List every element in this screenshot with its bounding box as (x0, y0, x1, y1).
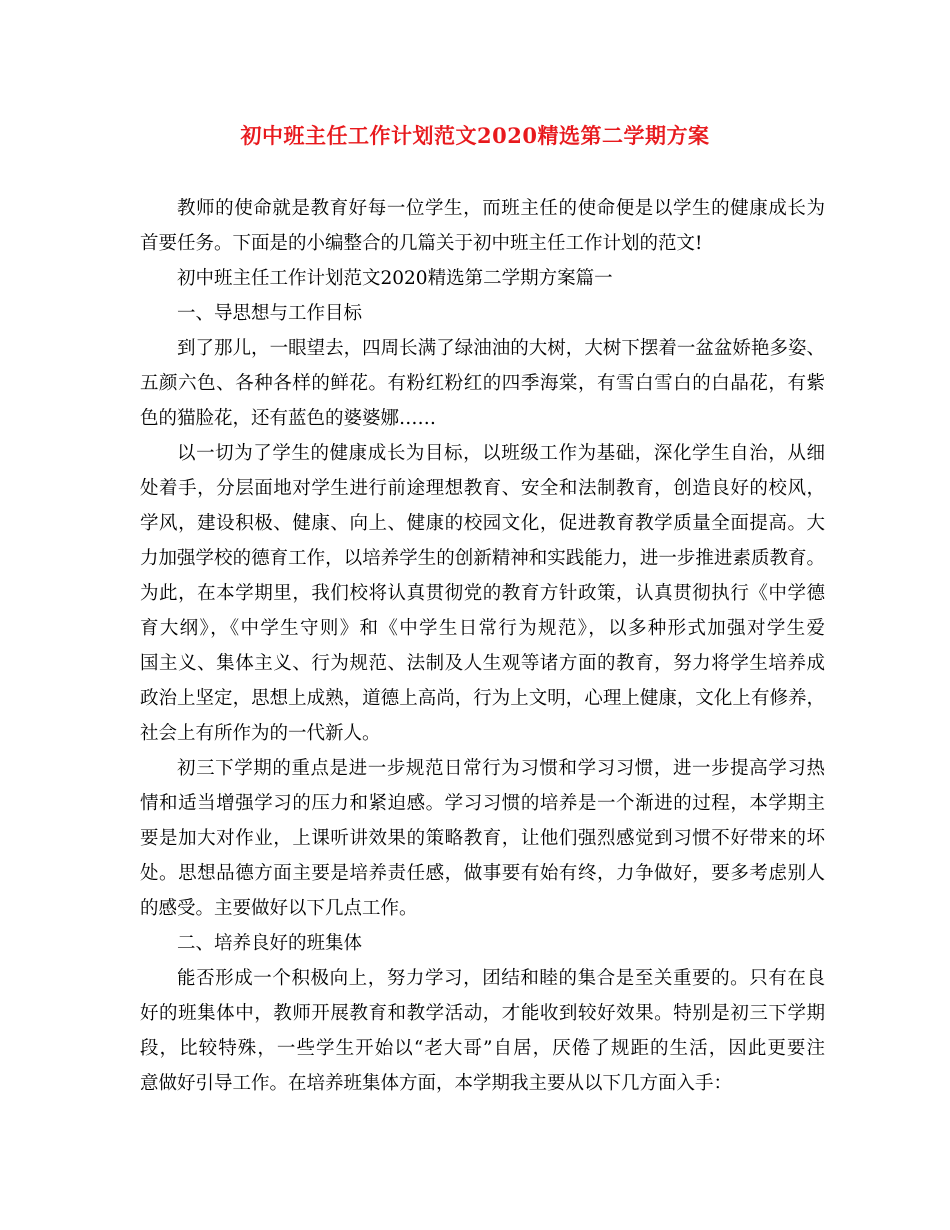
paragraph (140, 961, 825, 1101)
paragraph-line: 能否形成一个积极向上，努力学习，团结和睦的集合是至关重要的。只有在良 (177, 968, 825, 989)
paragraph-line: 国主义、集体主义、行为规范、法制及人生观等诸方面的教育，努力将学生培养成 (140, 653, 825, 674)
paragraph-line: 初三下学期的重点是进一步规范日常行为习惯和学习习惯，进一步提高学习热 (177, 758, 825, 779)
paragraph-line: 情和适当增强学习的压力和紧迫感。学习习惯的培养是一个渐进的过程，本学期主 (140, 793, 825, 814)
paragraph-line: 段，比较特殊，一些学生开始以“老大哥”自居，厌倦了规距的生活，因此更要注 (140, 1038, 825, 1059)
paragraph (140, 751, 825, 926)
document-title: 初中班主任工作计划范文2020精选第二学期方案 (240, 123, 710, 148)
paragraph-line: 处着手，分层面地对学生进行前途理想教育、安全和法制教育，创造良好的校风， (140, 478, 825, 499)
paragraph (140, 296, 825, 331)
paragraph-line: 的感受。主要做好以下几点工作。 (140, 898, 418, 919)
paragraph-line: 色的猫脸花，还有蓝色的婆婆娜…… (140, 408, 437, 429)
paragraph-line: 首要任务。下面是的小编整合的几篇关于初中班主任工作计划的范文! (140, 233, 703, 254)
paragraph (140, 261, 825, 296)
paragraph (140, 331, 825, 436)
paragraph-line: 学风，建设积极、健康、向上、健康的校园文化，促进教育教学质量全面提高。大 (140, 513, 825, 534)
paragraph-line: 以一切为了学生的健康成长为目标，以班级工作为基础，深化学生自治，从细 (177, 443, 825, 464)
paragraph-line: 要是加大对作业，上课听讲效果的策略教育，让他们强烈感觉到习惯不好带来的坏 (140, 828, 825, 849)
paragraph-line: 政治上坚定，思想上成熟，道德上高尚，行为上文明，心理上健康，文化上有修养， (140, 688, 825, 709)
paragraph (140, 926, 825, 961)
paragraph-line: 育大纲》，《中学生守则》和《中学生日常行为规范》，以多种形式加强对学生爱 (140, 618, 825, 639)
paragraph (140, 191, 825, 261)
paragraph-line: 到了那儿，一眼望去，四周长满了绿油油的大树，大树下摆着一盆盆娇艳多姿、 (177, 338, 825, 359)
paragraph-line: 处。思想品德方面主要是培养责任感，做事要有始有终，力争做好，要多考虑别人 (140, 863, 825, 884)
paragraph-line: 社会上有所作为的一代新人。 (140, 723, 381, 744)
paragraph-line: 教师的使命就是教育好每一位学生，而班主任的使命便是以学生的健康成长为 (177, 198, 825, 219)
paragraph-line: 二、培养良好的班集体 (177, 933, 363, 954)
paragraph-line: 一、导思想与工作目标 (177, 303, 363, 324)
paragraph-line: 为此，在本学期里，我们校将认真贯彻党的教育方针政策，认真贯彻执行《中学德 (140, 583, 825, 604)
paragraph-line: 意做好引导工作。在培养班集体方面，本学期我主要从以下几方面入手： (140, 1073, 733, 1094)
paragraph-line: 五颜六色、各种各样的鲜花。有粉红粉红的四季海棠，有雪白雪白的白晶花，有紫 (140, 373, 825, 394)
document-body (140, 191, 825, 1101)
paragraph-line: 力加强学校的德育工作，以培养学生的创新精神和实践能力，进一步推进素质教育。 (140, 548, 825, 569)
paragraph-line: 初中班主任工作计划范文2020精选第二学期方案篇一 (177, 268, 613, 289)
paragraph-line: 好的班集体中，教师开展教育和教学活动，才能收到较好效果。特别是初三下学期 (140, 1003, 825, 1024)
paragraph (140, 436, 825, 751)
